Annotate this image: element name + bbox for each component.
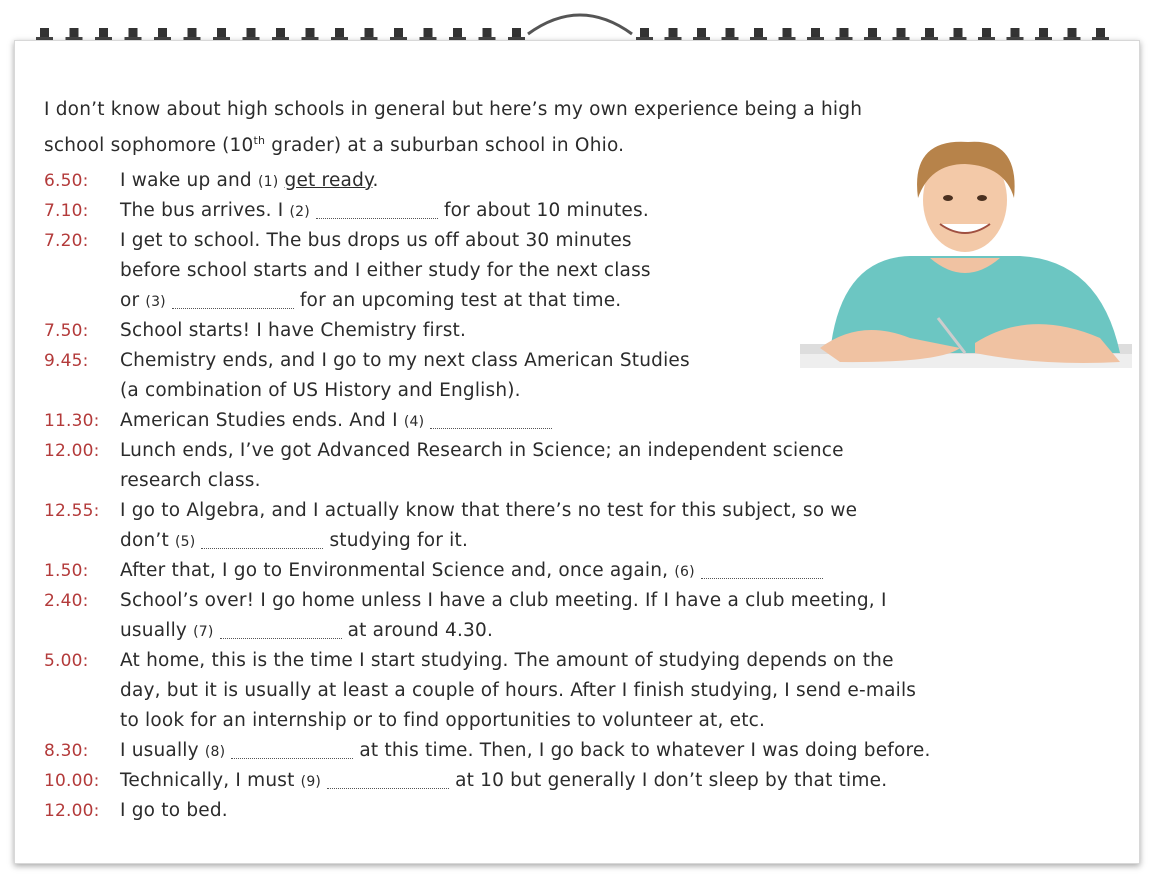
schedule-time: 2.40: (44, 591, 89, 611)
schedule-text: or (3) for an upcoming test at that time. (120, 290, 622, 311)
schedule-time: 9.45: (44, 351, 89, 371)
answer-blank[interactable] (430, 414, 552, 429)
schedule-text: I usually (8) at this time. Then, I go back to whatever I was doing before. (120, 740, 931, 761)
schedule-text: (a combination of US History and English). (120, 380, 521, 401)
blank-number: (9) (300, 774, 322, 790)
schedule-text: After that, I go to Environmental Science and, once again, (6) (120, 556, 829, 587)
blank-number: (8) (204, 744, 226, 760)
schedule-text: Lunch ends, I’ve got Advanced Research in Science; an independent science (120, 440, 844, 461)
schedule-text: I go to Algebra, and I actually know that there’s no test for this subject, so we (120, 500, 858, 521)
schedule-time: 12.55: (44, 501, 100, 521)
schedule-time: 7.20: (44, 231, 89, 251)
hanger-hook (528, 15, 632, 34)
schedule-text: School starts! I have Chemistry first. (120, 320, 467, 341)
schedule-text: day, but it is usually at least a couple of hours. After I finish studying, I send e-mails (120, 680, 917, 701)
student-photo (800, 138, 1132, 368)
schedule-text: research class. (120, 470, 261, 491)
blank-number: (2) (289, 204, 310, 220)
example-answer: get ready (284, 170, 373, 191)
blank-number: (6) (674, 564, 695, 580)
answer-blank[interactable] (201, 534, 323, 549)
schedule-time: 11.30: (44, 411, 100, 431)
schedule-time: 10.00: (44, 771, 100, 791)
schedule-text: before school starts and I either study for the next class (120, 260, 651, 281)
blank-number: (5) (175, 534, 196, 550)
schedule-text: I wake up and (1) get ready. (120, 170, 379, 191)
schedule-text: At home, this is the time I start studying. The amount of studying depends on the (120, 650, 894, 671)
schedule-time: 5.00: (44, 651, 89, 671)
intro-paragraph: I don’t know about high schools in general but here’s my own experience being a high school sophomore (10th grader) at a suburban school in Ohio. (44, 99, 863, 157)
answer-blank[interactable] (231, 744, 353, 759)
schedule-time: 7.10: (44, 201, 89, 221)
answer-blank[interactable] (327, 774, 449, 789)
schedule-text: School’s over! I go home unless I have a club meeting. If I have a club meeting, I (120, 590, 887, 611)
schedule-text: Technically, I must (9) at 10 but generally I don’t sleep by that time. (120, 770, 888, 791)
blank-number: (3) (145, 294, 166, 310)
blank-number: (1) (257, 174, 279, 190)
schedule-text: usually (7) at around 4.30. (120, 620, 494, 641)
blank-number: (4) (403, 414, 425, 430)
schedule-time: 7.50: (44, 321, 89, 341)
answer-blank[interactable] (701, 564, 823, 579)
schedule-time: 8.30: (44, 741, 89, 761)
schedule-time: 12.00: (44, 801, 100, 821)
answer-blank[interactable] (316, 204, 438, 219)
schedule-time: 1.50: (44, 561, 89, 581)
blank-number: (7) (193, 624, 214, 640)
schedule-text: Chemistry ends, and I go to my next class American Studies (120, 350, 690, 371)
schedule-time: 12.00: (44, 441, 100, 461)
schedule-text: The bus arrives. I (2) for about 10 minutes. (120, 200, 649, 221)
answer-blank[interactable] (172, 294, 294, 309)
schedule-text: to look for an internship or to find opportunities to volunteer at, etc. (120, 710, 766, 731)
schedule-text: I go to bed. (120, 800, 228, 821)
schedule-time: 6.50: (44, 171, 89, 191)
schedule-text: I get to school. The bus drops us off about 30 minutes (120, 230, 632, 251)
answer-blank[interactable] (220, 624, 342, 639)
schedule-text: American Studies ends. And I (4) (120, 406, 558, 437)
schedule-text: don’t (5) studying for it. (120, 530, 469, 551)
